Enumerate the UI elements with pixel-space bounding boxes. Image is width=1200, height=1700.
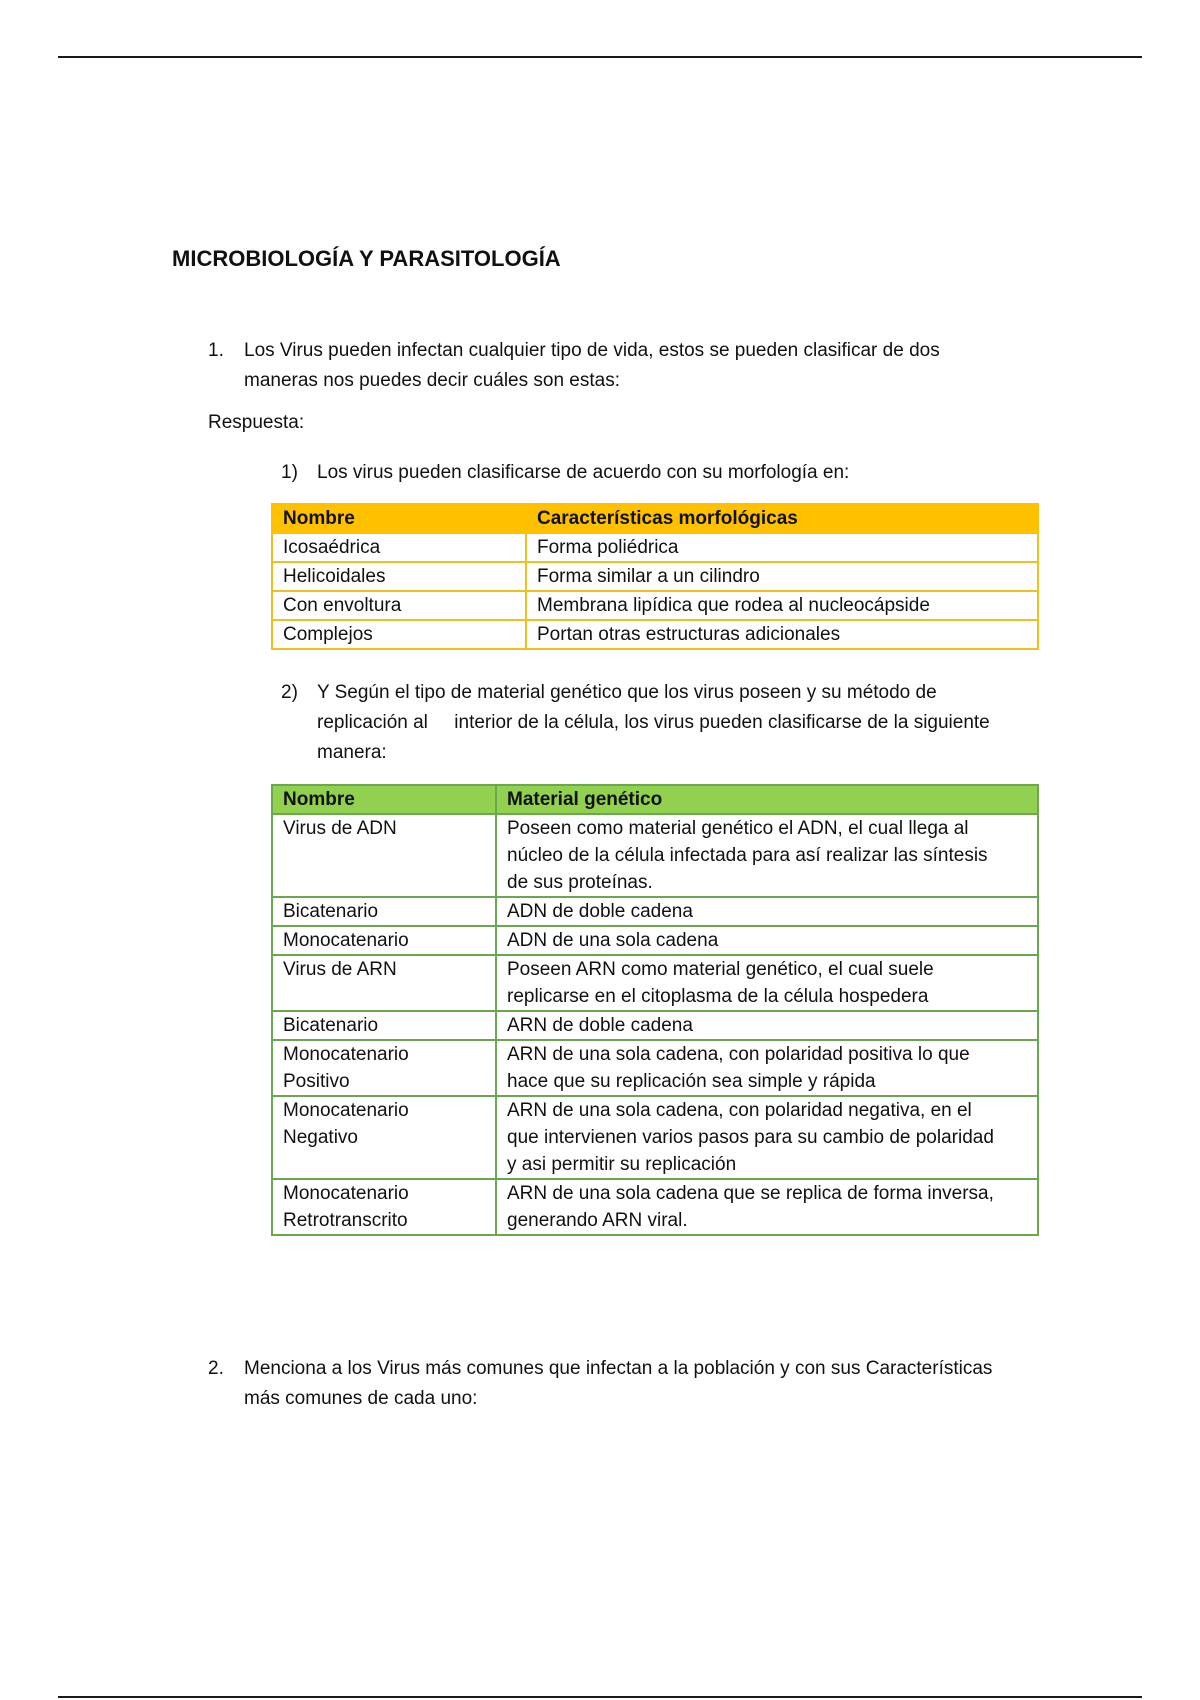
sub-item-1 xyxy=(281,458,1041,490)
table-cell: Monocatenario xyxy=(272,926,496,955)
table-row xyxy=(272,1011,1038,1040)
table-cell: Complejos xyxy=(272,620,526,649)
question-1 xyxy=(208,336,1048,400)
sub-item-text: Y Según el tipo de material genético que los virus poseen y su método de replicación al interior de la célula, los virus pueden clasificarse de la siguiente manera: xyxy=(317,682,990,763)
table-row xyxy=(272,814,1038,897)
table-cell: Poseen ARN como material genético, el cual suele replicarse en el citoplasma de la célula hospedera xyxy=(496,955,1038,1011)
table-cell: ADN de una sola cadena xyxy=(496,926,1038,955)
table-header-cell: Nombre xyxy=(272,504,526,533)
genetic-material-table xyxy=(271,784,1039,1236)
header-rule xyxy=(58,56,1142,58)
question-number: 1. xyxy=(208,340,224,361)
table-cell: Membrana lipídica que rodea al nucleocápside xyxy=(526,591,1038,620)
table-row xyxy=(272,1096,1038,1179)
table-cell: Con envoltura xyxy=(272,591,526,620)
question-text: Los Virus pueden infectan cualquier tipo de vida, estos se pueden clasificar de dos maneras nos puedes decir cuáles son estas: xyxy=(244,340,940,391)
table-row xyxy=(272,562,1038,591)
table-row xyxy=(272,955,1038,1011)
question-2 xyxy=(208,1354,1048,1418)
question-text: Menciona a los Virus más comunes que infectan a la población y con sus Características más comunes de cada uno: xyxy=(244,1358,993,1409)
table-row xyxy=(272,620,1038,649)
table-cell: Portan otras estructuras adicionales xyxy=(526,620,1038,649)
table-header-row xyxy=(272,785,1038,814)
table-header-cell: Características morfológicas xyxy=(526,504,1038,533)
sub-item-number: 2) xyxy=(281,682,298,703)
table-cell: Bicatenario xyxy=(272,897,496,926)
table-cell: Bicatenario xyxy=(272,1011,496,1040)
morphology-table xyxy=(271,503,1039,650)
table-row xyxy=(272,897,1038,926)
table-cell: ARN de una sola cadena, con polaridad negativa, en el que intervienen varios pasos para su cambio de polaridad y asi permitir su replicación xyxy=(496,1096,1038,1179)
table-cell: ARN de doble cadena xyxy=(496,1011,1038,1040)
table-cell: Helicoidales xyxy=(272,562,526,591)
table-cell: Virus de ADN xyxy=(272,814,496,897)
table-cell: Monocatenario Retrotranscrito xyxy=(272,1179,496,1235)
answer-label: Respuesta: xyxy=(208,412,305,433)
table-cell: Monocatenario Positivo xyxy=(272,1040,496,1096)
sub-item-text: Los virus pueden clasificarse de acuerdo con su morfología en: xyxy=(317,462,850,483)
sub-item-number: 1) xyxy=(281,462,298,483)
table-row xyxy=(272,1179,1038,1235)
table-header-cell: Material genético xyxy=(496,785,1038,814)
page-title: MICROBIOLOGÍA Y PARASITOLOGÍA xyxy=(172,246,561,271)
question-number: 2. xyxy=(208,1358,224,1379)
table-cell: ARN de una sola cadena, con polaridad positiva lo que hace que su replicación sea simple y rápida xyxy=(496,1040,1038,1096)
table-row xyxy=(272,1040,1038,1096)
table-header-cell: Nombre xyxy=(272,785,496,814)
table-row xyxy=(272,533,1038,562)
table-cell: Monocatenario Negativo xyxy=(272,1096,496,1179)
table-row xyxy=(272,591,1038,620)
table-cell: Forma poliédrica xyxy=(526,533,1038,562)
table-cell: ADN de doble cadena xyxy=(496,897,1038,926)
table-cell: Virus de ARN xyxy=(272,955,496,1011)
sub-item-2 xyxy=(281,678,1041,774)
table-cell: Forma similar a un cilindro xyxy=(526,562,1038,591)
table-cell: ARN de una sola cadena que se replica de forma inversa, generando ARN viral. xyxy=(496,1179,1038,1235)
table-header-row xyxy=(272,504,1038,533)
table-cell: Icosaédrica xyxy=(272,533,526,562)
footer-rule xyxy=(58,1696,1142,1698)
table-cell: Poseen como material genético el ADN, el cual llega al núcleo de la célula infectada para así realizar las síntesis de sus proteínas. xyxy=(496,814,1038,897)
table-row xyxy=(272,926,1038,955)
